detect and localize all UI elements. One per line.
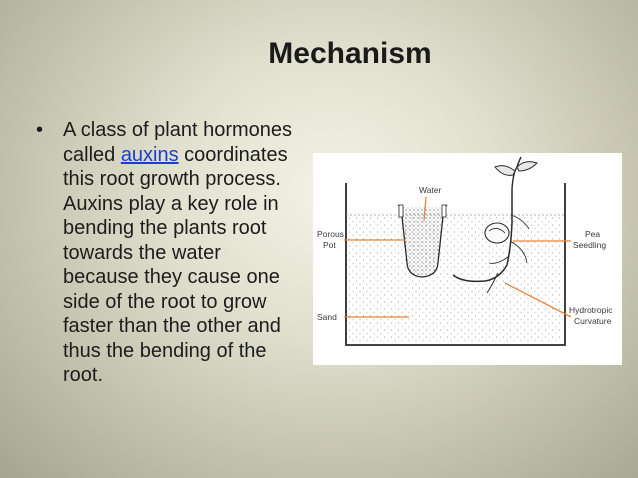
seedling-leaf-left <box>495 166 515 176</box>
bullet-line-2 <box>36 143 312 168</box>
bullet-line-6 <box>36 241 312 266</box>
container <box>346 183 565 345</box>
line-text-after: coordinates <box>178 143 288 166</box>
line-text: faster than the other and <box>63 315 281 337</box>
bullet-line-8 <box>36 290 312 315</box>
auxins-link[interactable]: auxins <box>120 143 179 166</box>
line-text-before: called <box>63 143 121 166</box>
sand-label: Sand <box>317 312 337 322</box>
slide-title: Mechanism <box>268 37 432 70</box>
hydrotropic-label-line2: Curvature <box>574 316 612 326</box>
pot-rim-left <box>399 205 403 217</box>
line-text: A class of plant hormones <box>63 119 293 141</box>
line-text: root. <box>63 364 104 386</box>
bullet-line-4 <box>36 192 312 217</box>
line-text: Auxins play a key role in <box>63 192 279 215</box>
line-text: thus the bending of the <box>63 339 267 362</box>
bullet-line-7 <box>36 265 312 290</box>
seed <box>485 223 509 243</box>
bullet-paragraph <box>36 118 312 388</box>
water-label: Water <box>419 185 442 195</box>
bullet-line-9 <box>36 314 312 339</box>
pea-label-line1: Pea <box>585 229 601 239</box>
line-text: side of the root to grow <box>63 290 267 313</box>
line-text: because they cause one <box>63 266 280 288</box>
sand-fill <box>347 215 563 343</box>
hydrotropism-diagram <box>313 153 622 365</box>
pot-body <box>401 207 444 277</box>
bullet-icon: • <box>36 119 44 141</box>
hydrotropic-label-line1: Hydrotropic <box>569 305 613 315</box>
bullet-line-3 <box>36 167 312 192</box>
diagram-svg <box>313 153 622 365</box>
pea-label-line2: Seedling <box>573 240 607 250</box>
bullet-line-5 <box>36 216 312 241</box>
line-text: bending the plants root <box>63 217 267 239</box>
porous-label-line2: Pot <box>323 240 336 250</box>
seedling-leaf-right <box>517 162 537 171</box>
bullet-line-11 <box>36 363 312 388</box>
porous-label-line1: Porous <box>317 229 344 239</box>
bullet-line-10 <box>36 339 312 364</box>
pot-rim-right <box>442 205 446 217</box>
bullet-line-1 <box>36 118 312 143</box>
line-text: this root growth process. <box>63 168 281 190</box>
line-text: towards the water <box>63 241 221 264</box>
